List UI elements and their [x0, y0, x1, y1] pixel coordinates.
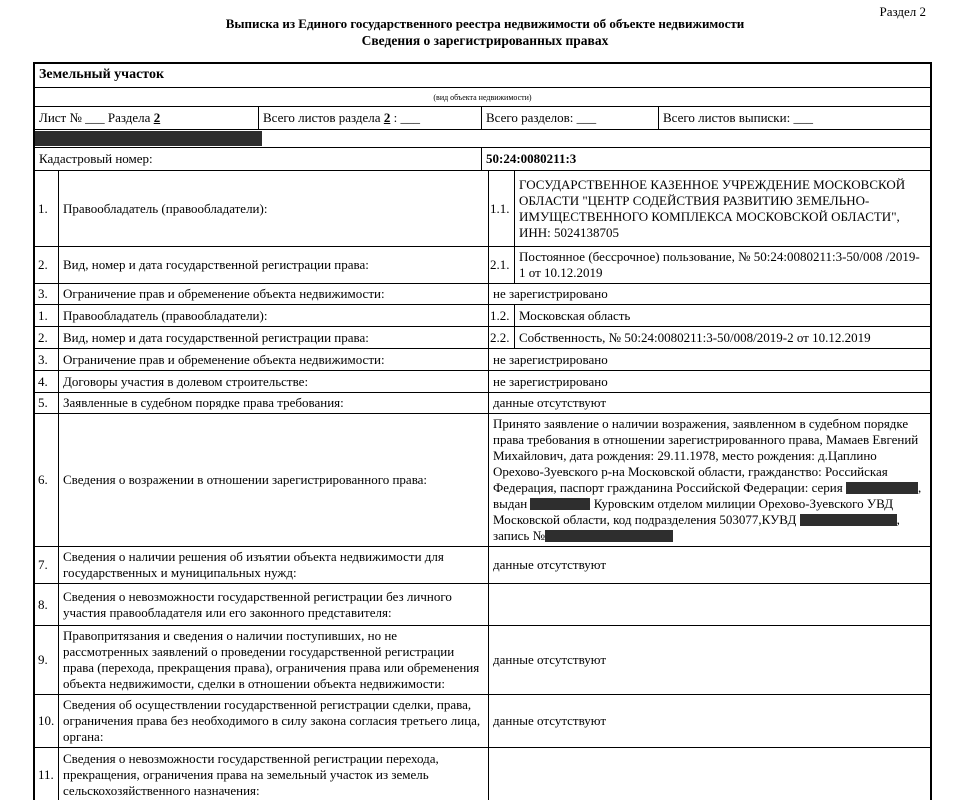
row-subnumber: 1.2. [489, 305, 515, 326]
table-row [35, 371, 930, 393]
row-value [489, 393, 930, 413]
row-label [59, 748, 489, 800]
total-sections-label: Всего разделов: [486, 110, 574, 125]
total-section-sheets-blank: ___ [400, 110, 420, 125]
table-row [35, 305, 930, 327]
page-title: Выписка из Единого государственного реестра недвижимости об объекте недвижимости [225, 16, 745, 31]
row-label-text: Сведения о возражении в отношении зарегистрированного права: [63, 472, 428, 487]
row-number: 8. [35, 584, 59, 625]
table-row [35, 327, 930, 349]
row-value [489, 284, 930, 304]
row-value [489, 626, 930, 694]
row-number: 4. [35, 371, 59, 392]
total-sections-cell [482, 107, 659, 129]
table-row [35, 584, 930, 626]
object-type-caption: (вид объекта недвижимости) [35, 88, 930, 107]
value-text-segment: , запись № [493, 512, 900, 543]
section-word: Раздела [107, 110, 151, 125]
cadastral-number-label: Кадастровый номер: [35, 148, 482, 170]
row-label-text: Правообладатель (правообладатели): [63, 200, 268, 216]
row-number: 10. [35, 695, 59, 747]
total-section-sheets-label: Всего листов раздела [263, 110, 381, 125]
row-value-text: данные отсутствуют [493, 652, 607, 667]
row-label-text: Сведения об осуществлении государственной регистрации сделки, права, ограничения права без необходимого в силу закона согласия третьего лица, органа: [63, 697, 481, 744]
colon-separator: : [390, 110, 398, 125]
row-number: 1. [35, 171, 59, 246]
row-value [489, 584, 930, 625]
row-number: 1. [35, 305, 59, 326]
row-value-text: не зарегистрировано [493, 286, 608, 301]
redacted-row [35, 131, 930, 148]
sheet-info-row [35, 107, 930, 130]
row-number: 6. [35, 414, 59, 546]
row-label-text: Вид, номер и дата государственной регистрации права: [63, 257, 369, 272]
row-value-text: ГОСУДАРСТВЕННОЕ КАЗЕННОЕ УЧРЕЖДЕНИЕ МОСКОВСКОЙ ОБЛАСТИ "ЦЕНТР СОДЕЙСТВИЯ РАЗВИТИЮ ЗЕМЕЛЬНО-ИМУЩЕСТВЕННОГО КОМПЛЕКСА МОСКОВСКОЙ ОБЛАСТИ", ИНН: 5024138705 [519, 176, 906, 240]
row-number: 3. [35, 284, 59, 304]
row-number: 7. [35, 547, 59, 583]
row-value [489, 748, 930, 800]
cadastral-number-row [35, 148, 930, 171]
table-row [35, 247, 930, 284]
value-text-segment: , выдан [493, 480, 922, 511]
row-label-text: Сведения о невозможности государственной регистрации без личного участия правообладателя или его законного представителя: [63, 588, 452, 620]
redacted-text [800, 514, 897, 526]
row-label [59, 626, 489, 694]
table-row [35, 748, 930, 800]
table-row [35, 414, 930, 547]
row-label [59, 695, 489, 747]
row-value [489, 695, 930, 747]
redacted-bar [35, 131, 262, 146]
row-label [59, 327, 489, 348]
row-number: 5. [35, 393, 59, 413]
row-label [59, 414, 489, 546]
value-text-segment: Принято заявление о наличии возражения, заявленном в судебном порядке права требования в отношении зарегистрированного права, Мамаев Евгений Михайлович, дата рождения: 29.11.1978, место рождения: д.Цаплино Орехово-Зуевского р-на Московской области, гражданство: Российская Федерация, паспорт гражданина Российской Федерации: серия [493, 416, 919, 495]
row-value [489, 349, 930, 370]
total-extract-sheets-label: Всего листов выписки: [663, 110, 791, 125]
row-value-text: данные отсутствуют [493, 557, 607, 572]
row-subnumber: 2.2. [489, 327, 515, 348]
row-number: 2. [35, 327, 59, 348]
row-value [515, 305, 930, 326]
row-label [59, 305, 489, 326]
row-label-text: Правообладатель (правообладатели): [63, 307, 268, 323]
total-extract-sheets-cell [659, 107, 930, 129]
row-label [59, 171, 489, 246]
table-row [35, 695, 930, 748]
section-number: 2 [153, 110, 161, 125]
table-row [35, 547, 930, 584]
row-number: 9. [35, 626, 59, 694]
row-label-text: Договоры участия в долевом строительстве: [63, 373, 309, 389]
sheet-number-blank: ___ [85, 110, 105, 125]
table-row [35, 171, 930, 247]
row-value [515, 247, 930, 283]
page-subtitle: Сведения о зарегистрированных правах [361, 33, 609, 48]
redacted-text [846, 482, 918, 494]
section-label: Раздел 2 [879, 4, 926, 19]
row-label [59, 371, 489, 392]
row-value-text: Постоянное (бессрочное) пользование, № 50:24:0080211:3-50/008 /2019-1 от 10.12.2019 [519, 249, 920, 280]
row-value-text: данные отсутствуют [493, 395, 607, 410]
row-value [489, 371, 930, 392]
redacted-text [545, 530, 673, 542]
total-sections-blank: ___ [576, 110, 597, 125]
value-text-segment: Куровским отделом милиции Орехово-Зуевского УВД Московской области, код подразделения 503077,КУВД [493, 496, 894, 527]
row-label-text: Сведения о невозможности государственной регистрации перехода, прекращения, ограничения права на земельный участок из земель сельскохозяйственного назначения: [63, 750, 439, 798]
row-label [59, 349, 489, 370]
row-number: 2. [35, 247, 59, 283]
row-label-text: Ограничение прав и обременение объекта недвижимости: [63, 351, 385, 367]
row-value [489, 547, 930, 583]
row-value-text: не зарегистрировано [493, 373, 608, 389]
row-value-text [493, 416, 926, 544]
row-value-text: Московская область [519, 307, 631, 323]
extract-table [33, 62, 932, 800]
row-value-text: данные отсутствуют [493, 713, 607, 728]
row-value [515, 171, 930, 246]
table-row [35, 626, 930, 695]
row-label-text: Заявленные в судебном порядке права требования: [63, 395, 344, 410]
table-row [35, 349, 930, 371]
row-number: 11. [35, 748, 59, 800]
row-label-text: Сведения о наличии решения об изъятии объекта недвижимости для государственных и муниципальных нужд: [63, 549, 444, 580]
cadastral-number-value: 50:24:0080211:3 [486, 151, 577, 166]
sheet-number-cell [35, 107, 259, 129]
row-value-text: Собственность, № 50:24:0080211:3-50/008/2019-2 от 10.12.2019 [519, 329, 871, 345]
row-value-text: не зарегистрировано [493, 351, 608, 367]
row-label-text: Ограничение прав и обременение объекта недвижимости: [63, 286, 385, 301]
row-label [59, 247, 489, 283]
redacted-text [530, 498, 590, 510]
total-section-sheets-number: 2 [383, 110, 391, 125]
row-label [59, 584, 489, 625]
row-label [59, 284, 489, 304]
table-row [35, 284, 930, 305]
row-label [59, 393, 489, 413]
row-label-text: Правопритязания и сведения о наличии поступивших, но не рассмотренных заявлений о проведении государственной регистрации права (перехода, прекращения права), ограничения права или обременения объекта недвижимости, сделки в отношении объекта недвижимости: [63, 628, 480, 691]
total-extract-sheets-blank: ___ [793, 110, 813, 125]
row-subnumber: 2.1. [489, 247, 515, 283]
object-type: Земельный участок [35, 64, 930, 88]
row-value [489, 414, 930, 546]
row-subnumber: 1.1. [489, 171, 515, 246]
table-row [35, 393, 930, 414]
sheet-number-label: Лист № [39, 110, 82, 125]
row-value [515, 327, 930, 348]
row-label [59, 547, 489, 583]
row-number: 3. [35, 349, 59, 370]
row-label-text: Вид, номер и дата государственной регистрации права: [63, 329, 369, 345]
rights-table-rows [35, 171, 930, 800]
total-section-sheets-cell [259, 107, 482, 129]
